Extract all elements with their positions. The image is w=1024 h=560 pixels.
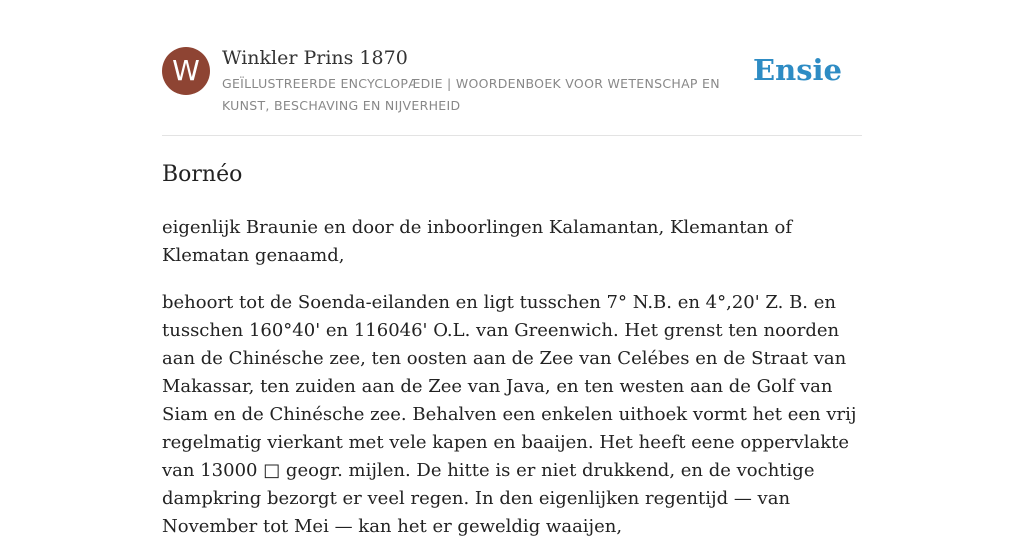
header-divider — [162, 135, 862, 136]
source-avatar[interactable]: W — [162, 47, 210, 95]
article-paragraph-body: behoort tot de Soenda-eilanden en ligt tusschen 7° N.B. en 4°,20' Z. B. en tusschen 160°40' en 116046' O.L. van Greenwich. Het grenst ten noorden aan de Chinésche zee, ten oosten aan de Zee van Celébes en de Straat van Makassar, ten zuiden aan de Zee van Java, en ten westen aan de Golf van Siam en de Chinésche zee. Behalven een enkelen uithoek vormt het een vrij regelmatig vierkant met vele kapen en baaijen. Het heeft eene oppervlakte van 13000 □ geogr. mijlen. De hitte is er niet drukkend, en de vochtige dampkring bezorgt er veel regen. In den eigenlijken regentijd — van November tot Mei — kan het er geweldig waaijen, — [162, 292, 857, 537]
ensie-logo-link[interactable]: Ensie — [753, 53, 842, 87]
page-header — [162, 46, 862, 120]
article-paragraph-intro: eigenlijk Braunie en door de inboorlingen Kalamantan, Klemantan of Klematan genaamd, — [162, 217, 792, 266]
source-title[interactable]: Winkler Prins 1870 — [222, 47, 408, 69]
article-content — [162, 158, 862, 560]
source-subtitle: GEÏLLUSTREERDE ENCYCLOPÆDIE | WOORDENBOEK VOOR WETENSCHAP EN KUNST, BESCHAVING EN NIJVERHEID — [222, 76, 720, 113]
article-title: Bornéo — [162, 162, 243, 187]
